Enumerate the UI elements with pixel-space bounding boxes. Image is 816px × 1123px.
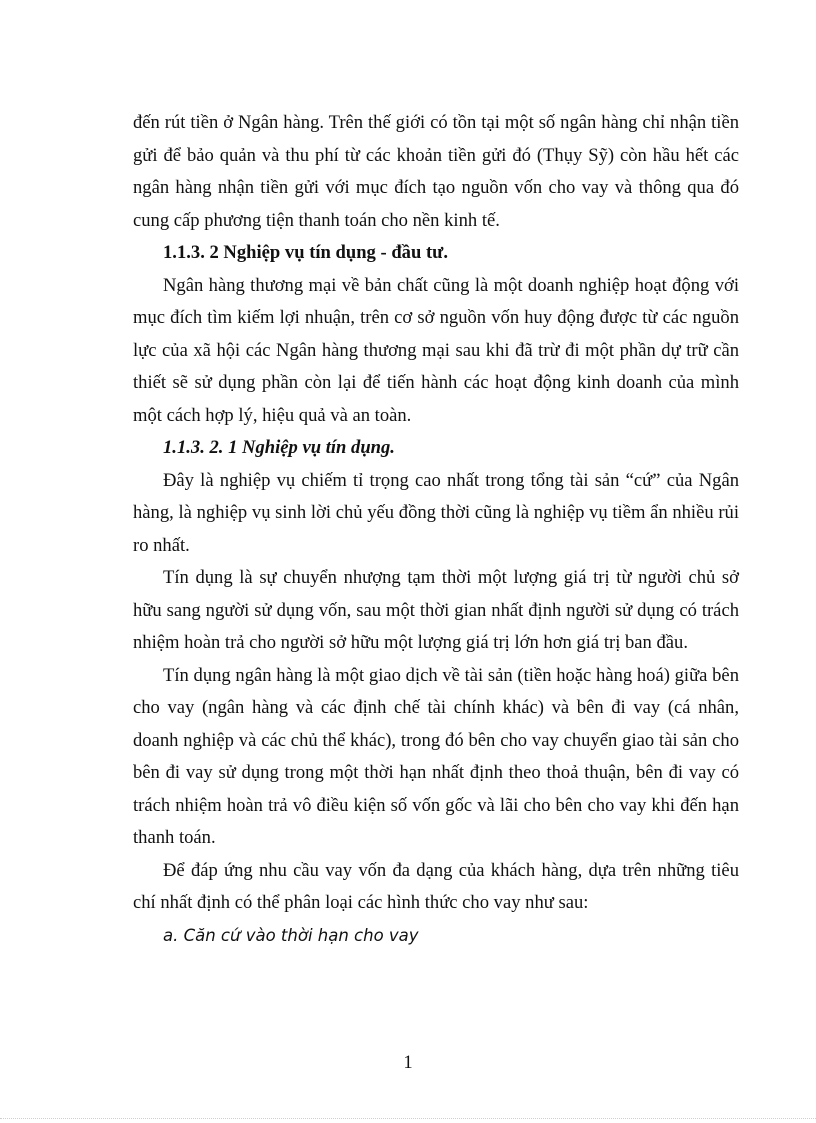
list-label-loan-term: a. Căn cứ vào thời hạn cho vay (163, 925, 419, 945)
paragraph-deposit-continuation: đến rút tiền ở Ngân hàng. Trên thế giới có tồn tại một số ngân hàng chỉ nhận tiền gửi để bảo quản và thu phí từ các khoản tiền gửi đó (Thụy Sỹ) còn hầu hết các ngân hàng nhận tiền gửi với mục đích tạo nguồn vốn cho vay và thông qua đó cung cấp phương tiện thanh toán cho nền kinh tế. (133, 112, 739, 231)
paragraph-commercial-bank-nature: Ngân hàng thương mại về bản chất cũng là một doanh nghiệp hoạt động với mục đích tìm kiếm lợi nhuận, trên cơ sở nguồn vốn huy động được từ các nguồn lực của xã hội các Ngân hàng thương mại sau khi đã trừ đi một phần dự trữ cần thiết sẽ sử dụng phần còn lại để tiến hành các hoạt động kinh doanh của mình một cách hợp lý, hiệu quả và an toàn. (133, 274, 739, 426)
page-bottom-divider (0, 1118, 816, 1119)
paragraph-credit-share: Đây là nghiệp vụ chiếm tỉ trọng cao nhất trong tổng tài sản “cứ” của Ngân hàng, là nghiệp vụ sinh lời chủ yếu đồng thời cũng là nghiệp vụ tiềm ẩn nhiều rủi ro nhất. (133, 469, 739, 556)
page-number: 1 (403, 1052, 413, 1073)
paragraph-loan-classification: Để đáp ứng nhu cầu vay vốn đa dạng của khách hàng, dựa trên những tiêu chí nhất định có thể phân loại các hình thức cho vay như sau: (133, 859, 739, 913)
heading-credit-investment: 1.1.3. 2 Nghiệp vụ tín dụng - đầu tư. (163, 242, 448, 263)
paragraph-credit-definition: Tín dụng là sự chuyển nhượng tạm thời một lượng giá trị từ người chủ sở hữu sang người sử dụng vốn, sau một thời gian nhất định người sử dụng có trách nhiệm hoàn trả cho người sở hữu một lượng giá trị lớn hơn giá trị ban đầu. (133, 567, 739, 653)
document-body (133, 107, 739, 952)
paragraph-bank-credit-transaction: Tín dụng ngân hàng là một giao dịch về tài sản (tiền hoặc hàng hoá) giữa bên cho vay (ngân hàng và các định chế tài chính khác) và bên đi vay (cá nhân, doanh nghiệp và các chủ thể khác), trong đó bên cho vay chuyển giao tài sản cho bên đi vay sử dụng trong một thời hạn nhất định theo thoả thuận, bên đi vay có trách nhiệm hoàn trả vô điều kiện số vốn gốc và lãi cho bên cho vay khi đến hạn thanh toán. (133, 664, 739, 848)
subheading-credit-operation: 1.1.3. 2. 1 Nghiệp vụ tín dụng. (163, 437, 395, 458)
